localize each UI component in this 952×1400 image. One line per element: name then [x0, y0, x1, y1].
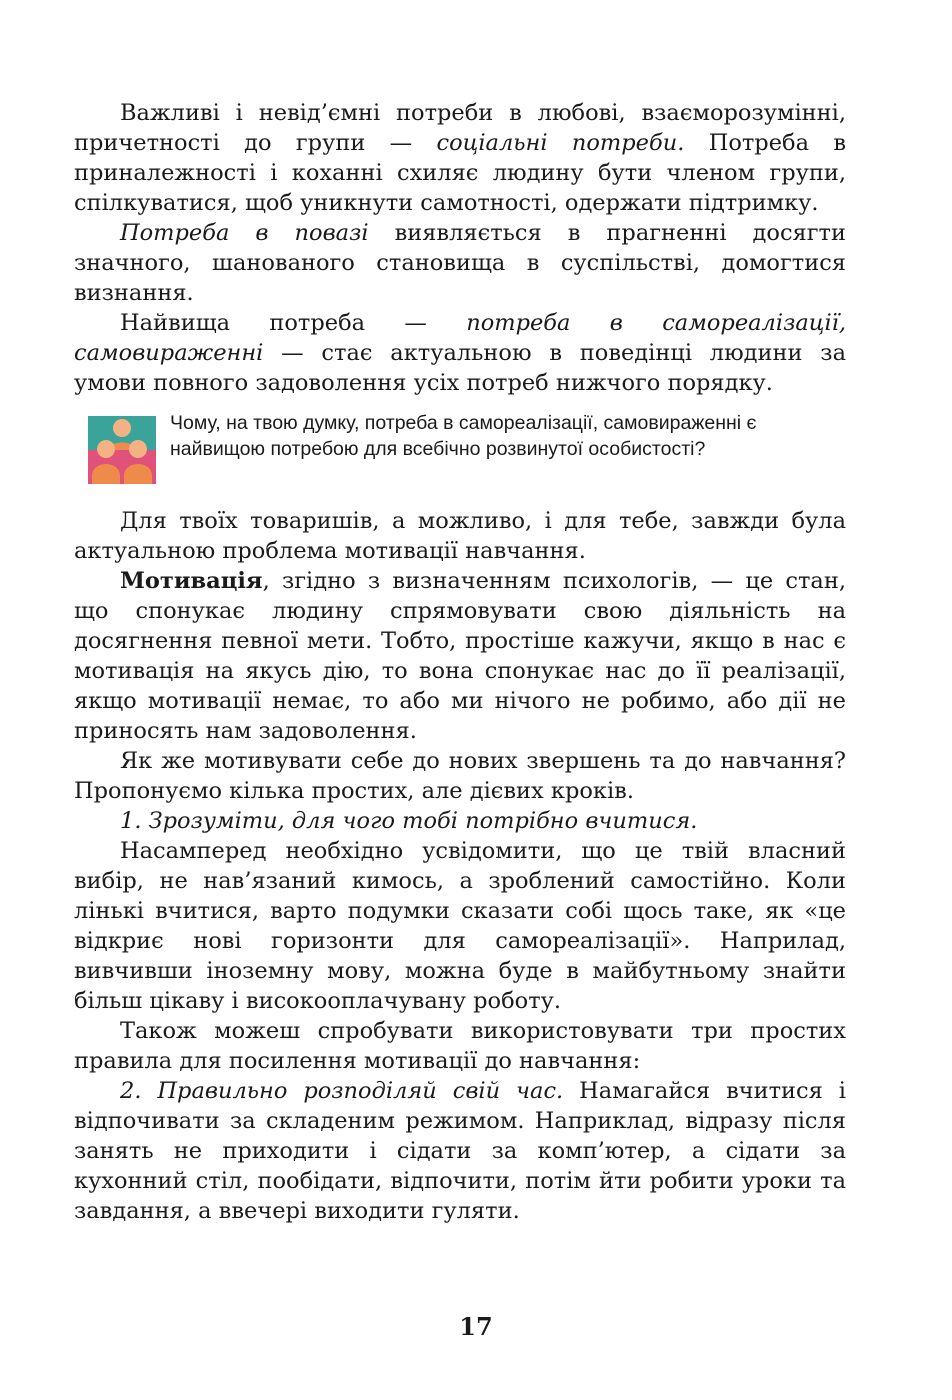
term-esteem-need: Потреба в повазі: [120, 220, 369, 246]
text-run: Намагайся вчитися і відпочивати за складеним режимом. Наприклад, відразу після занять не приходити і сідати за комп’ютер, а сідати за кухонний стіл, пообідати, відпочити, потім йти робити уроки та завдання, а ввечері виходити гуляти.: [74, 1078, 846, 1224]
text-run: — стає актуальною в поведінці людини за умови повного задоволення усіх потреб нижчого порядку.: [74, 340, 846, 396]
paragraph-self-realization: [74, 308, 846, 398]
group-discussion-icon: [88, 416, 156, 484]
paragraph-esteem-need: [74, 218, 846, 308]
discussion-question: Чому, на твою думку, потреба в самореалізації, самовираженні є найвищою потребою для всебічно розвинутої особистості?: [170, 412, 757, 460]
step-1-title: 1. Зрозуміти, для чого тобі потрібно вчитися.: [120, 808, 698, 834]
discussion-question-block: [74, 410, 846, 484]
paragraph-motivation-definition: [74, 566, 846, 746]
paragraph-how-to-motivate: Як же мотивувати себе до нових звершень та до навчання? Пропонуємо кілька простих, але дієвих кроків.: [74, 748, 846, 804]
paragraph-motivation-problem: Для твоїх товаришів, а можливо, і для тебе, завжди була актуальною проблема мотивації навчання.: [74, 508, 846, 564]
text-run: виявляється в прагненні досягти значного, шанованого становища в суспільстві, домогтися визнання.: [74, 220, 846, 306]
text-run: Важливі і невід’ємні потреби в любові, взаєморозумінні, причетності до групи —: [74, 100, 846, 156]
paragraph-own-choice: Насамперед необхідно усвідомити, що це твій власний вибір, не нав’язаний кимось, а зроблений самостійно. Коли лінькі вчитися, варто подумки сказати собі щось таке, як «це відкриє нові горизонти для самореалізації». Наприлад, вивчивши іноземну мову, можна буде в майбутньому знайти більш цікаву і високооплачувану роботу.: [74, 838, 846, 1014]
page-content: [74, 98, 846, 1226]
paragraph-social-needs: [74, 98, 846, 218]
page-number: 17: [459, 1312, 493, 1341]
text-run: Найвища потреба —: [120, 310, 467, 336]
paragraph-three-rules: Також можеш спробувати використовувати три простих правила для посилення мотивації до навчання:: [74, 1018, 846, 1074]
paragraph-time-management: [74, 1076, 846, 1226]
term-motivation: Мотивація: [120, 568, 263, 594]
text-run: , згідно з визначенням психологів, — це стан, що спонукає людину спрямовувати свою діяльність на досягнення певної мети. Тобто, простіше кажучи, якщо в нас є мотивація на якусь дію, то вона спонукає нас до її реалізації, якщо мотивації немає, то або ми нічого не робимо, або дії не приносять нам задоволення.: [74, 568, 846, 744]
text-run: Потреба в приналежності і коханні схиляє людину бути членом групи, спілкуватися, щоб уникнути самотності, одержати підтримку.: [74, 130, 846, 216]
term-self-realization: потреба в самореалізації, самовираженні: [74, 310, 846, 366]
step-1-heading: [74, 806, 846, 836]
step-2-title: 2. Правильно розподіляй свій час.: [120, 1078, 564, 1104]
term-social-needs: соціальні потреби.: [436, 130, 685, 156]
